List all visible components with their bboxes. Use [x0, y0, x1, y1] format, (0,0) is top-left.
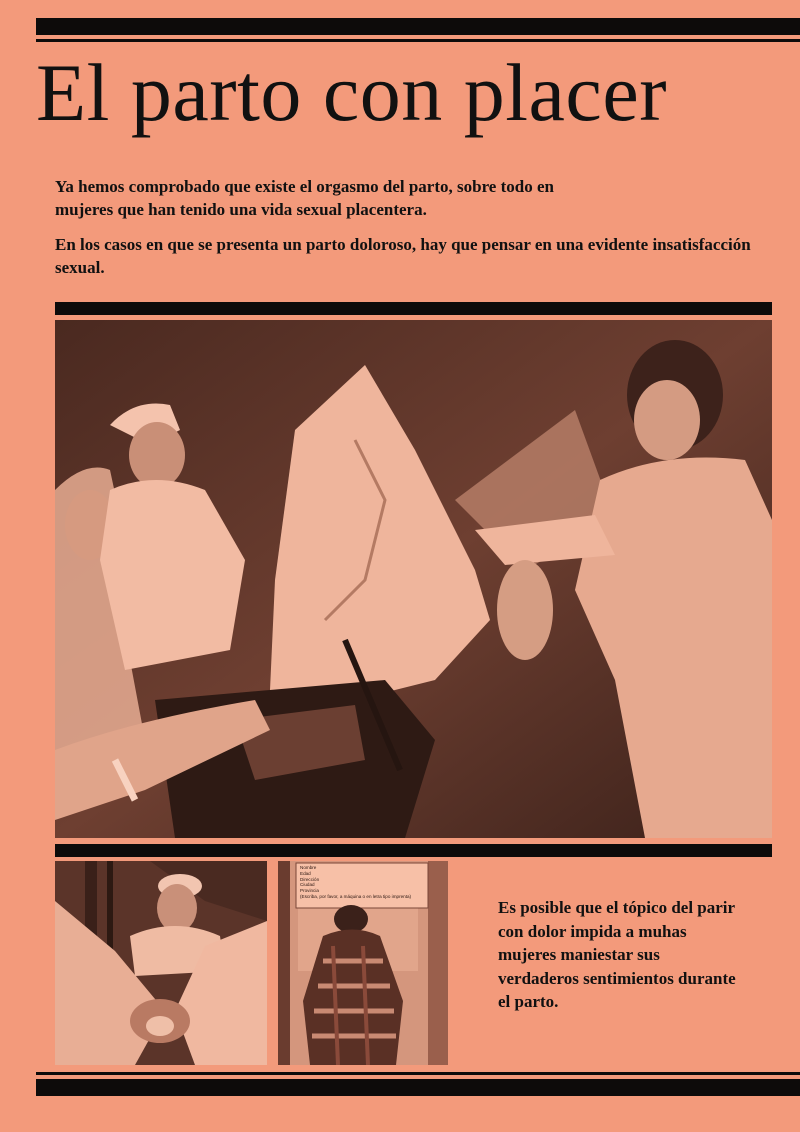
main-photo	[55, 320, 772, 838]
photo-bottom-rule	[55, 844, 772, 857]
bottom-left-photo	[55, 861, 267, 1065]
intro-paragraph-2: En los casos en que se presenta un parto doloroso, hay que pensar en una evidente insatisfacción sexual.	[55, 235, 751, 277]
form-field-label: Dirección	[300, 876, 320, 882]
form-field-label: Ciudad	[300, 882, 315, 888]
intro-paragraph-1: Ya hemos comprobado que existe el orgasmo del parto, sobre todo en mujeres que han tenido una vida sexual placentera.	[55, 177, 554, 219]
form-card	[300, 865, 426, 900]
form-field-label: Edad	[300, 870, 311, 876]
bottom-rule-thin	[36, 1072, 800, 1075]
bottom-rule-thick	[36, 1079, 800, 1096]
top-rule-thick	[36, 18, 800, 35]
side-text: Es posible que el tópico del parir con dolor impida a muhas mujeres maniestar sus verdaderos sentimientos durante el parto.	[498, 898, 736, 1012]
form-field-label: Nombre	[300, 865, 317, 870]
top-rule-thin	[36, 39, 800, 42]
bottom-middle-photo	[278, 861, 448, 1065]
form-field-label: Provincia	[300, 888, 319, 894]
form-note: (Escriba, por favor, a máquina o en letra tipo imprenta)	[300, 893, 412, 899]
photo-top-rule	[55, 302, 772, 315]
page-title: El parto con placer	[36, 47, 668, 138]
